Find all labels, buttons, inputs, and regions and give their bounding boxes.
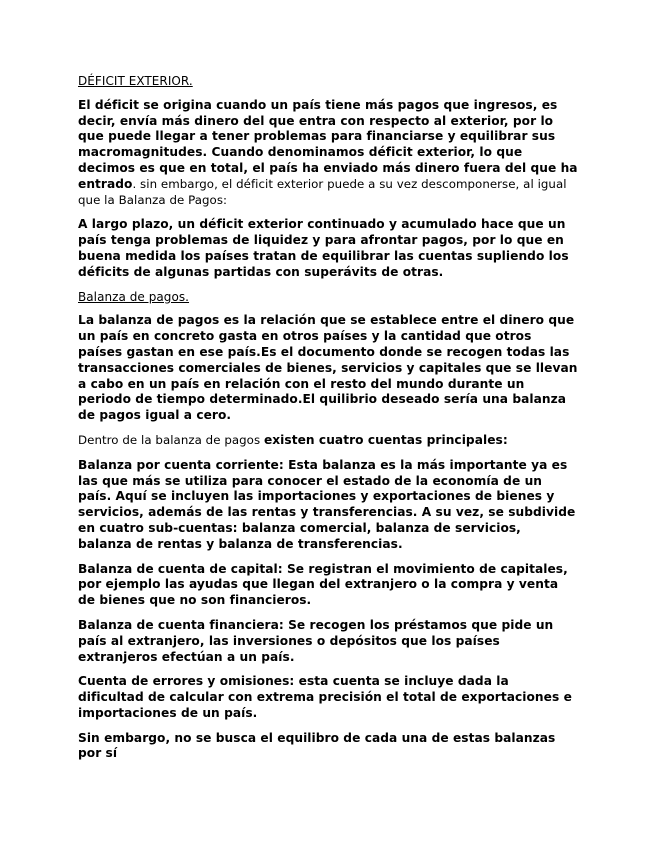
paragraph-cuatro-cuentas-normal: Dentro de la balanza de pagos — [78, 432, 264, 447]
paragraph-balanza-definition: La balanza de pagos es la relación que se establece entre el dinero que un país en concreto gasta en otros países y la cantidad que otros países gastan en ese país.Es el documento donde se recogen todas las transacciones comerciales de bienes, servicios y capitales que se llevan a cabo en un país en relación con el resto del mundo durante un periodo de tiempo determinado.El quilibrio deseado sería una balanza de pagos igual a cero. — [78, 313, 578, 423]
heading-deficit-exterior: DÉFICIT EXTERIOR. — [78, 74, 193, 88]
paragraph-long-term: A largo plazo, un déficit exterior continuado y acumulado hace que un país tenga problemas de liquidez y para afrontar pagos, por lo que en buena medida los países tratan de equilibrar las cuentas supliendo los déficits de algunas partidas con superávits de otras. — [78, 217, 569, 279]
document-body — [78, 74, 578, 771]
paragraph-deficit-definition — [78, 98, 578, 209]
paragraph-cuatro-cuentas-bold: existen cuatro cuentas principales: — [263, 432, 508, 447]
paragraph-cuenta-corriente: Balanza por cuenta corriente: Esta balanza es la más importante ya es las que más se utiliza para conocer el estado de la economía de un país. Aquí se incluyen las importaciones y exportaciones de bienes y servicios, además de las rentas y transferencias. A su vez, se subdivide en cuatro sub-cuentas: balanza comercial, balanza de servicios, balanza de rentas y balanza de transferencias. — [78, 457, 576, 551]
paragraph-cuenta-capital: Balanza de cuenta de capital: Se registran el movimiento de capitales, por ejemplo las ayudas que llegan del extranjero o la compra y venta de bienes que no son financieros. — [78, 561, 568, 608]
paragraph-deficit-definition-bold: El déficit se origina cuando un país tiene más pagos que ingresos, es decir, envía más dinero del que entra con respecto al exterior, por lo que puede llegar a tener problemas para financiarse y equilibrar sus macromagnitudes. Cuando denominamos déficit exterior, lo que decimos es que en total, el país ha enviado más dinero fuera del que ha entrado — [78, 97, 578, 191]
paragraph-cuatro-cuentas — [78, 433, 578, 449]
paragraph-errores-omisiones: Cuenta de errores y omisiones: esta cuenta se incluye dada la dificultad de calcular con extrema precisión el total de exportaciones e importaciones de un país. — [78, 674, 572, 720]
paragraph-cuenta-financiera: Balanza de cuenta financiera: Se recogen los préstamos que pide un país al extranjero, las inversiones o depósitos que los países extranjeros efectúan a un país. — [78, 617, 554, 664]
heading-balanza-de-pagos: Balanza de pagos. — [78, 289, 190, 304]
paragraph-deficit-definition-normal: . sin embargo, el déficit exterior puede a su vez descomponerse, al igual que la Balanza de Pagos: — [78, 176, 567, 207]
paragraph-sin-embargo: Sin embargo, no se busca el equilibro de cada una de estas balanzas por sí — [78, 730, 556, 761]
